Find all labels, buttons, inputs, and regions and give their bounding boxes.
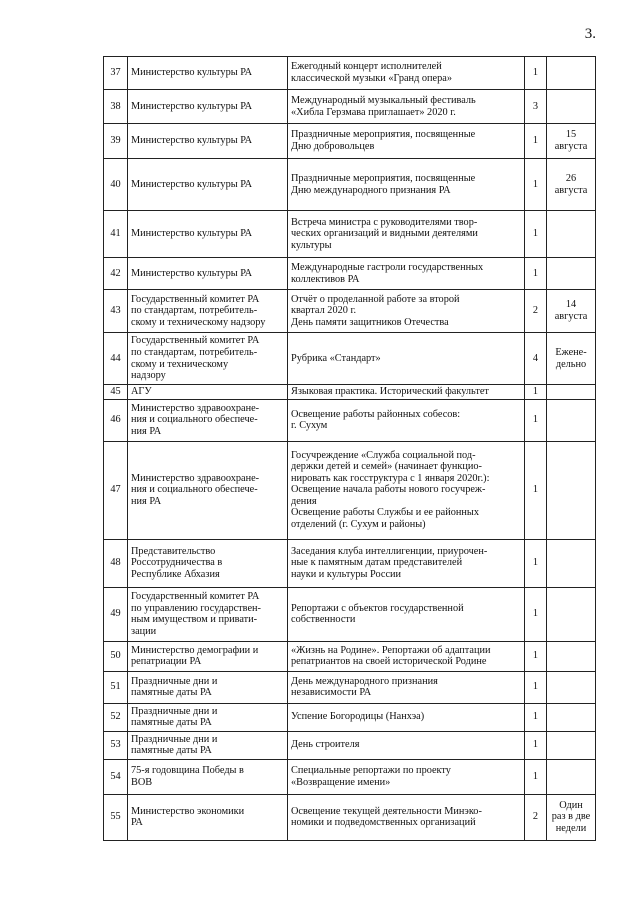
date-cell — [547, 794, 596, 840]
event-line: Заседания клуба интеллигенции, приурочен- — [291, 545, 488, 557]
row-number: 44 — [104, 333, 128, 385]
plan-table — [103, 56, 596, 841]
row-number: 40 — [104, 159, 128, 211]
date-cell — [547, 539, 596, 587]
org-line: Республике Абхазия — [131, 568, 220, 580]
organization-cell — [128, 211, 288, 258]
date-cell — [547, 290, 596, 333]
event-line: нировать как госструктура с 1 января 2020г.): — [291, 472, 490, 484]
organization-cell — [128, 703, 288, 731]
row-number: 43 — [104, 290, 128, 333]
date-line: Еженe- — [555, 346, 587, 358]
count-cell: 2 — [525, 290, 547, 333]
row-number: 37 — [104, 57, 128, 90]
event-line: квартал 2020 г. — [291, 305, 357, 317]
organization-cell — [128, 794, 288, 840]
organization-cell — [128, 385, 288, 400]
table-row — [104, 794, 596, 840]
table-row — [104, 641, 596, 671]
org-line: ния РА — [131, 425, 162, 437]
date-cell — [547, 333, 596, 385]
event-line: номики и подведомственных организаций — [291, 817, 476, 829]
event-line: День памяти защитников Отечества — [291, 316, 449, 328]
event-cell — [288, 290, 525, 333]
count-cell: 1 — [525, 731, 547, 759]
event-line: Репортажи с объектов государственной — [291, 602, 464, 614]
org-line: памятные даты РА — [131, 687, 212, 699]
event-line: Освещение работы районных собесов: — [291, 408, 461, 420]
org-line: Министерство культуры РА — [131, 228, 253, 240]
org-line: памятные даты РА — [131, 745, 212, 757]
date-cell — [547, 641, 596, 671]
date-line: августа — [554, 311, 588, 322]
count-cell: 2 — [525, 794, 547, 840]
row-number: 47 — [104, 441, 128, 539]
event-cell — [288, 539, 525, 587]
org-line: по управлению государствен- — [131, 602, 261, 614]
org-line: зации — [131, 625, 157, 637]
row-number: 41 — [104, 211, 128, 258]
organization-cell — [128, 258, 288, 290]
org-line: Министерство культуры РА — [131, 135, 253, 147]
org-line: скому и техническому надзору — [131, 316, 266, 328]
row-number: 55 — [104, 794, 128, 840]
count-cell: 1 — [525, 258, 547, 290]
org-line: Министерство здравоохране- — [131, 472, 260, 484]
org-line: Праздничные дни и — [131, 675, 218, 687]
table-row — [104, 211, 596, 258]
org-line: Представительство — [131, 545, 216, 557]
event-line: День строителя — [291, 739, 360, 751]
event-cell — [288, 794, 525, 840]
org-line: Министерство культуры РА — [131, 178, 253, 190]
count-cell: 1 — [525, 703, 547, 731]
event-line: Праздничные мероприятия, посвященные — [291, 172, 476, 184]
event-line: г. Сухум — [291, 420, 328, 432]
org-line: АГУ — [131, 386, 152, 397]
org-line: Министерство культуры РА — [131, 100, 253, 112]
event-line: Праздничные мероприятия, посвященные — [291, 129, 476, 141]
event-cell — [288, 385, 525, 400]
date-line: 14 — [565, 299, 577, 311]
org-line: памятные даты РА — [131, 717, 212, 729]
event-line: репатриантов на своей исторической Родине — [291, 656, 487, 668]
event-line: держки детей и семей» (начинает функцио- — [291, 461, 482, 473]
date-cell — [547, 441, 596, 539]
event-line: Языковая практика. Исторический факультет — [291, 386, 489, 397]
event-line: Международные гастроли государственных — [291, 261, 484, 273]
event-cell — [288, 441, 525, 539]
organization-cell — [128, 124, 288, 159]
count-cell: 1 — [525, 211, 547, 258]
row-number: 54 — [104, 759, 128, 794]
date-cell — [547, 159, 596, 211]
org-line: по стандартам, потребитель- — [131, 346, 258, 358]
organization-cell — [128, 90, 288, 124]
org-line: Государственный комитет РА — [131, 590, 260, 602]
date-cell — [547, 671, 596, 703]
event-cell — [288, 671, 525, 703]
row-number: 50 — [104, 641, 128, 671]
date-cell — [547, 258, 596, 290]
event-cell — [288, 731, 525, 759]
date-cell — [547, 90, 596, 124]
event-line: «Хибла Герзмава приглашает» 2020 г. — [291, 106, 456, 118]
organization-cell — [128, 399, 288, 441]
date-cell — [547, 57, 596, 90]
event-line: ческих организаций и видными деятелями — [291, 228, 478, 240]
organization-cell — [128, 731, 288, 759]
organization-cell — [128, 759, 288, 794]
event-line: Встреча министра с руководителями твор- — [291, 216, 478, 228]
date-line: августа — [554, 184, 588, 196]
org-line: ВОВ — [131, 776, 153, 788]
date-cell — [547, 587, 596, 641]
date-cell — [547, 731, 596, 759]
table-row — [104, 159, 596, 211]
event-line: «Возвращение имени» — [291, 776, 391, 788]
org-line: по стандартам, потребитель- — [131, 305, 258, 317]
event-line: Освещение начала работы нового госучреж- — [291, 484, 486, 496]
count-cell: 1 — [525, 57, 547, 90]
event-line: независимости РА — [291, 687, 372, 699]
date-line: 15 — [565, 129, 577, 141]
org-line: Россотрудничества в — [131, 557, 223, 569]
table-row — [104, 124, 596, 159]
event-line: Освещение текущей деятельности Минэко- — [291, 805, 482, 817]
org-line: 75-я годовщина Победы в — [131, 765, 244, 776]
event-cell — [288, 333, 525, 385]
organization-cell — [128, 641, 288, 671]
org-line: ным имуществом и привати- — [131, 614, 258, 626]
org-line: скому и техническому — [131, 358, 229, 370]
count-cell: 1 — [525, 539, 547, 587]
event-line: Ежегодный концерт исполнителей — [291, 61, 442, 73]
count-cell: 1 — [525, 587, 547, 641]
event-cell — [288, 90, 525, 124]
row-number: 48 — [104, 539, 128, 587]
table-row — [104, 539, 596, 587]
table-row — [104, 90, 596, 124]
organization-cell — [128, 441, 288, 539]
row-number: 49 — [104, 587, 128, 641]
org-line: Государственный комитет РА — [131, 335, 260, 347]
event-line: науки и культуры России — [291, 568, 402, 580]
table-row — [104, 333, 596, 385]
organization-cell — [128, 539, 288, 587]
event-cell — [288, 211, 525, 258]
event-line: Отчёт о проделанной работе за второй — [291, 293, 460, 305]
date-cell — [547, 385, 596, 400]
count-cell: 1 — [525, 641, 547, 671]
event-line: дения — [291, 495, 317, 507]
org-line: ния и социального обеспече- — [131, 414, 258, 426]
event-line: «Жизнь на Родине». Репортажи об адаптации — [291, 644, 491, 656]
org-line: РА — [131, 817, 143, 829]
count-cell: 4 — [525, 333, 547, 385]
table-row — [104, 258, 596, 290]
org-line: Министерство культуры РА — [131, 267, 253, 279]
event-line: коллективов РА — [291, 273, 360, 285]
row-number: 42 — [104, 258, 128, 290]
org-line: репатриации РА — [131, 656, 202, 668]
organization-cell — [128, 159, 288, 211]
event-cell — [288, 641, 525, 671]
count-cell: 3 — [525, 90, 547, 124]
organization-cell — [128, 587, 288, 641]
table-row — [104, 759, 596, 794]
date-cell — [547, 703, 596, 731]
event-line: отделений (г. Сухум и районы) — [291, 519, 426, 531]
event-line: культуры — [291, 239, 332, 251]
date-cell — [547, 399, 596, 441]
event-cell — [288, 57, 525, 90]
org-line: Министерство культуры РА — [131, 67, 253, 79]
org-line: ния и социального обеспече- — [131, 484, 258, 496]
org-line: Праздничные дни и — [131, 733, 218, 745]
event-line: собственности — [291, 614, 356, 626]
event-line: Специальные репортажи по проекту — [291, 765, 451, 776]
event-cell — [288, 703, 525, 731]
count-cell: 1 — [525, 124, 547, 159]
organization-cell — [128, 333, 288, 385]
event-line: Рубрика «Стандарт» — [291, 352, 381, 364]
table-row — [104, 703, 596, 731]
org-line: Министерство здравоохране- — [131, 402, 260, 414]
event-line: классической музыки «Гранд опера» — [291, 73, 452, 84]
organization-cell — [128, 57, 288, 90]
table-row — [104, 587, 596, 641]
event-cell — [288, 399, 525, 441]
date-cell — [547, 124, 596, 159]
page-number: 3. — [584, 26, 596, 42]
table-row — [104, 731, 596, 759]
org-line: Праздничные дни и — [131, 705, 218, 717]
row-number: 53 — [104, 731, 128, 759]
event-line: Дню международного признания РА — [291, 184, 451, 196]
table-row — [104, 57, 596, 90]
event-cell — [288, 124, 525, 159]
table-row — [104, 399, 596, 441]
org-line: надзору — [131, 370, 166, 382]
table-row — [104, 385, 596, 400]
event-cell — [288, 258, 525, 290]
table-row — [104, 441, 596, 539]
count-cell: 1 — [525, 399, 547, 441]
count-cell: 1 — [525, 385, 547, 400]
organization-cell — [128, 290, 288, 333]
org-line: ния РА — [131, 495, 162, 507]
org-line: Государственный комитет РА — [131, 293, 260, 305]
date-line: раз в две — [551, 811, 591, 823]
date-line: недели — [555, 822, 587, 834]
event-line: Освещение работы Службы и ее районных — [291, 507, 479, 519]
event-line: День международного признания — [291, 675, 438, 687]
date-cell — [547, 211, 596, 258]
row-number: 51 — [104, 671, 128, 703]
date-cell — [547, 759, 596, 794]
table-body — [104, 57, 596, 841]
count-cell: 1 — [525, 759, 547, 794]
count-cell: 1 — [525, 159, 547, 211]
row-number: 52 — [104, 703, 128, 731]
event-line: Госучреждение «Служба социальной под- — [291, 449, 476, 461]
date-line: дельно — [555, 358, 587, 370]
event-line: ные к памятным датам представителей — [291, 557, 463, 569]
org-line: Министерство экономики — [131, 805, 245, 817]
row-number: 46 — [104, 399, 128, 441]
event-line: Международный музыкальный фестиваль — [291, 94, 476, 106]
event-cell — [288, 587, 525, 641]
row-number: 39 — [104, 124, 128, 159]
row-number: 45 — [104, 385, 128, 400]
event-line: Дню добровольцев — [291, 141, 375, 152]
count-cell: 1 — [525, 671, 547, 703]
row-number: 38 — [104, 90, 128, 124]
event-cell — [288, 759, 525, 794]
date-line: августа — [554, 141, 588, 152]
date-line: 26 — [565, 172, 577, 184]
event-line: Успение Богородицы (Нанхэа) — [291, 711, 425, 723]
table-row — [104, 290, 596, 333]
table-row — [104, 671, 596, 703]
date-line: Один — [559, 799, 583, 811]
org-line: Министерство демографии и — [131, 644, 259, 656]
event-cell — [288, 159, 525, 211]
organization-cell — [128, 671, 288, 703]
count-cell: 1 — [525, 441, 547, 539]
